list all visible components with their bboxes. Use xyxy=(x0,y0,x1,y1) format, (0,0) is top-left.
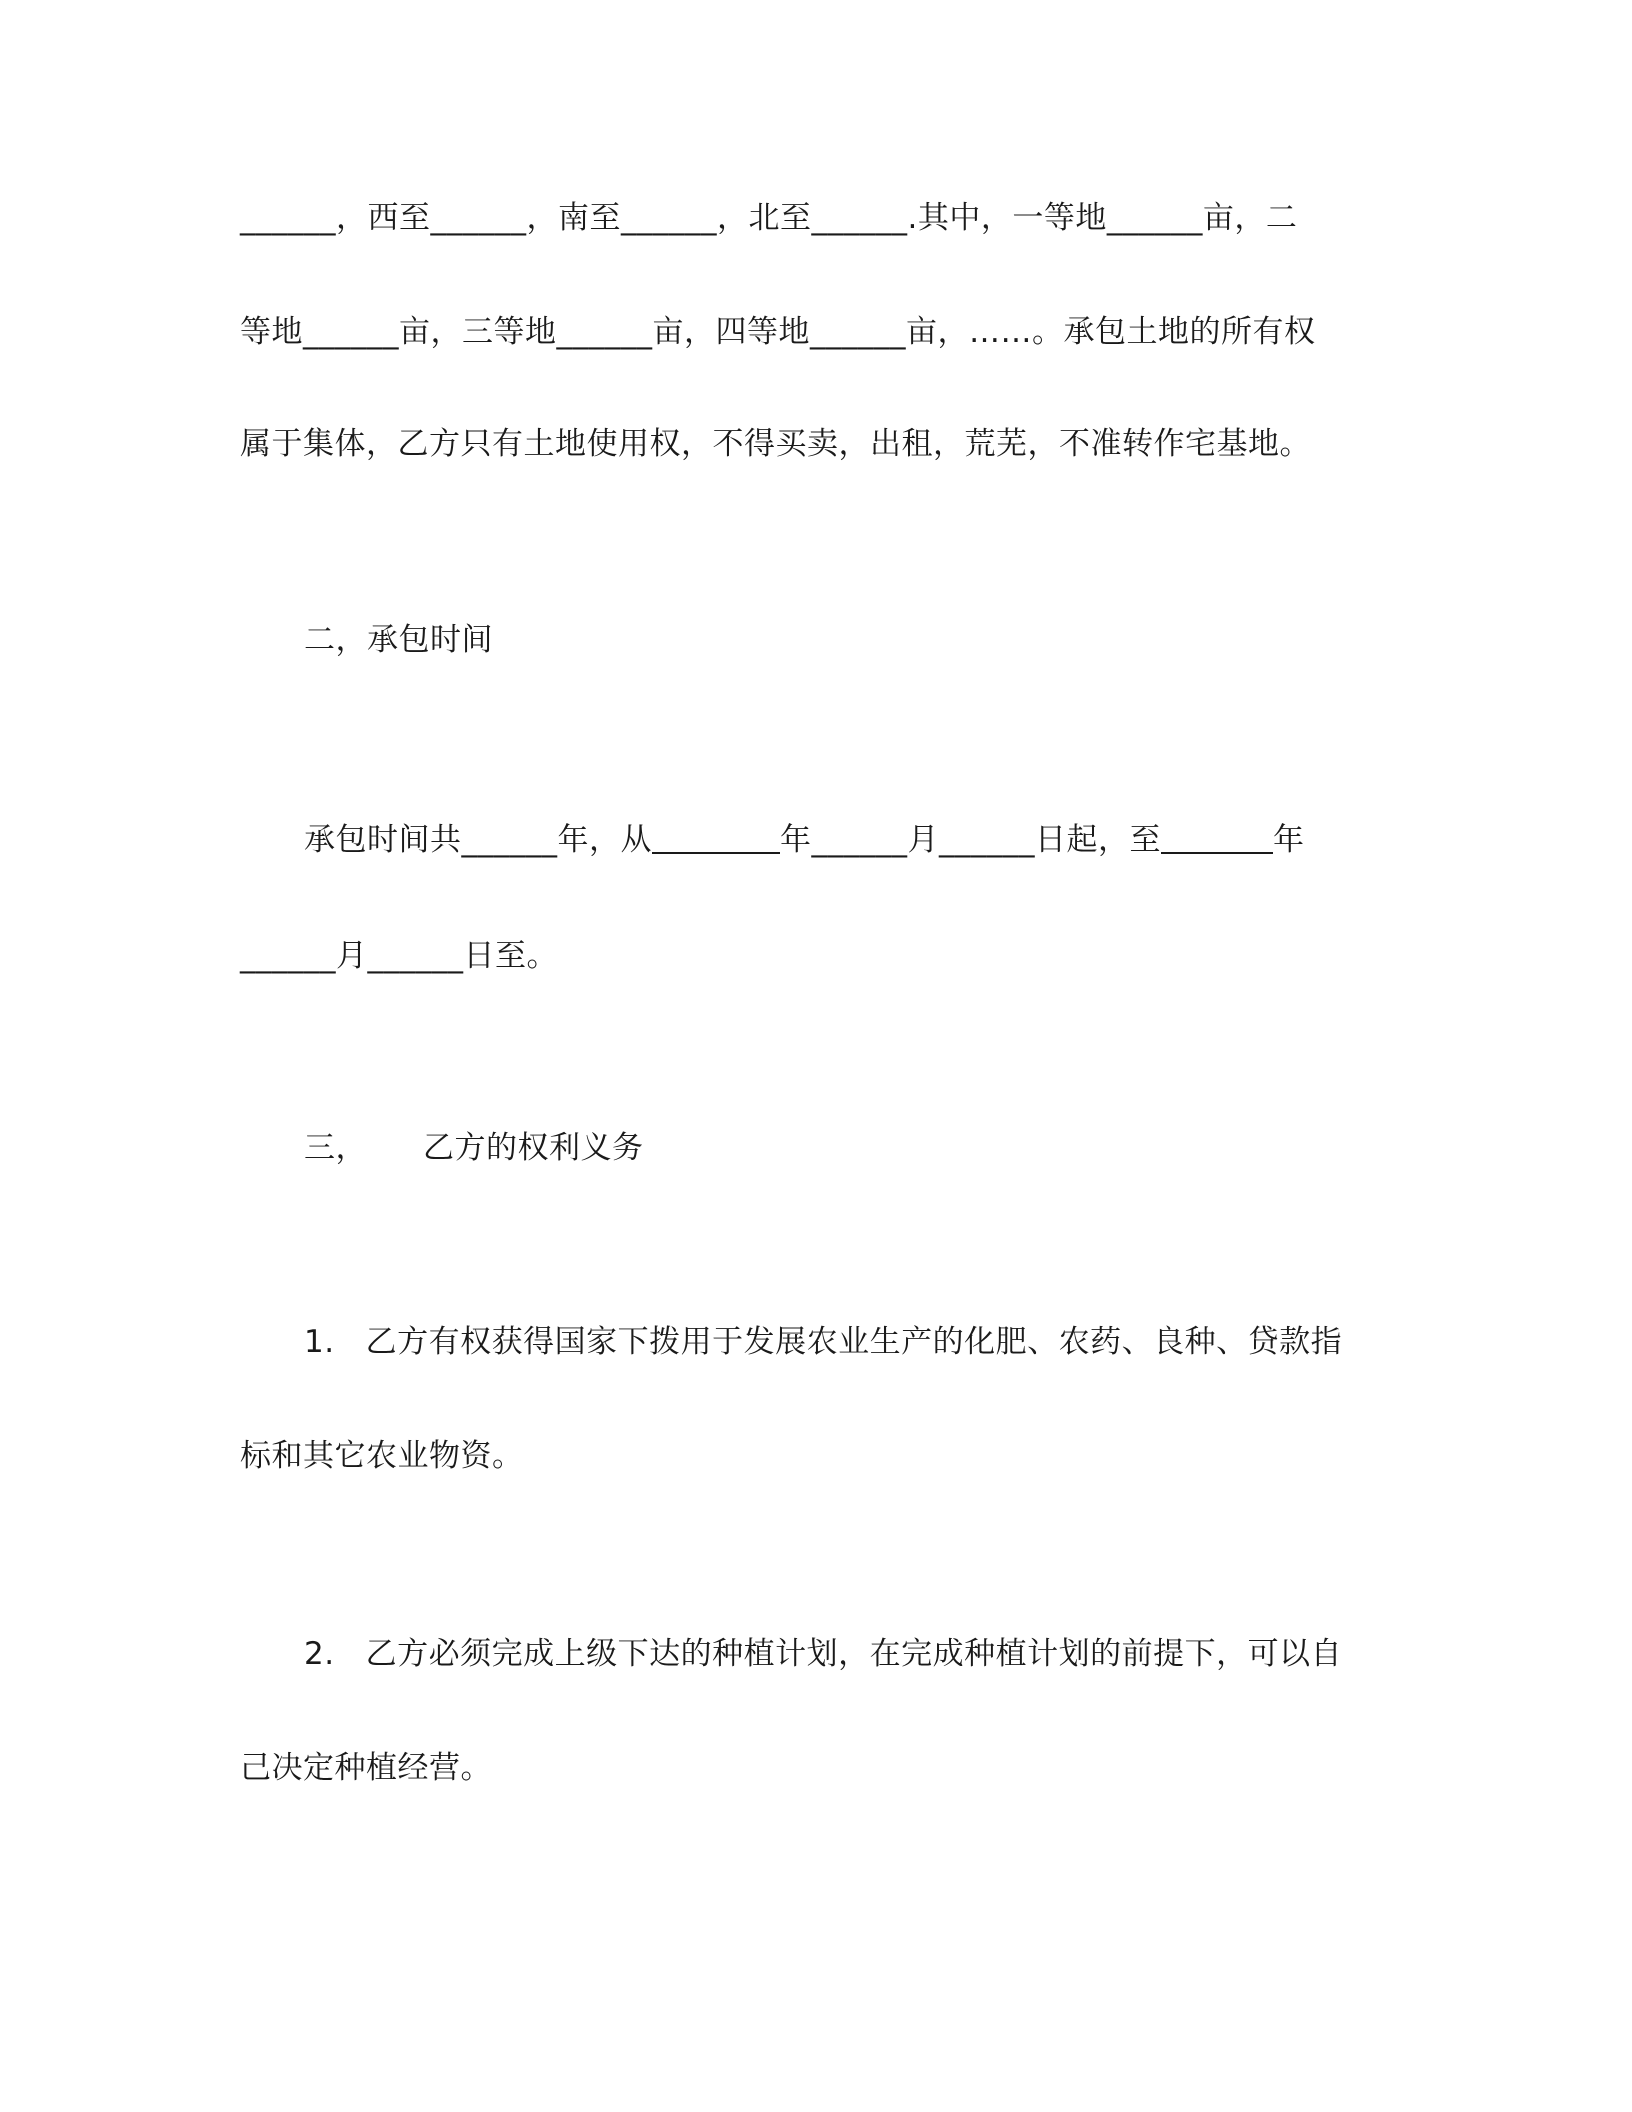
section-number: 三， xyxy=(304,1130,367,1166)
blank-end-year xyxy=(1161,822,1273,854)
item-1-line-2: 标和其它农业物资。 xyxy=(240,1438,524,1474)
section-title: 乙方的权利义务 xyxy=(423,1130,644,1166)
section-heading-term: 二，承包时间 xyxy=(304,622,493,658)
text-line-3: 属于集体，乙方只有土地使用权，不得买卖，出租，荒芜，不准转作宅基地。 xyxy=(240,426,1311,462)
item-2-line-1: 2. 乙方必须完成上级下达的种植计划，在完成种植计划的前提下，可以自 xyxy=(304,1636,1343,1672)
section-heading-rights xyxy=(304,1126,1424,1170)
term-text-c: 年 xyxy=(1273,822,1305,858)
text-line-2: 等地______亩，三等地______亩，四等地______亩，……。承包土地的所有权 xyxy=(240,314,1316,350)
term-text-b: 年______月______日起，至 xyxy=(780,822,1161,858)
term-text-a: 承包时间共______年，从 xyxy=(304,822,652,858)
item-2-line-2: 己决定种植经营。 xyxy=(240,1750,492,1786)
term-line-2: ______月______日至。 xyxy=(240,938,558,974)
blank-start-year xyxy=(652,822,780,854)
item-1-line-1: 1. 乙方有权获得国家下拨用于发展农业生产的化肥、农药、良种、贷款指 xyxy=(304,1324,1343,1360)
text-line-1: ______，西至______，南至______，北至______.其中，一等地______亩，二 xyxy=(240,200,1298,236)
term-line-1 xyxy=(304,818,1424,862)
